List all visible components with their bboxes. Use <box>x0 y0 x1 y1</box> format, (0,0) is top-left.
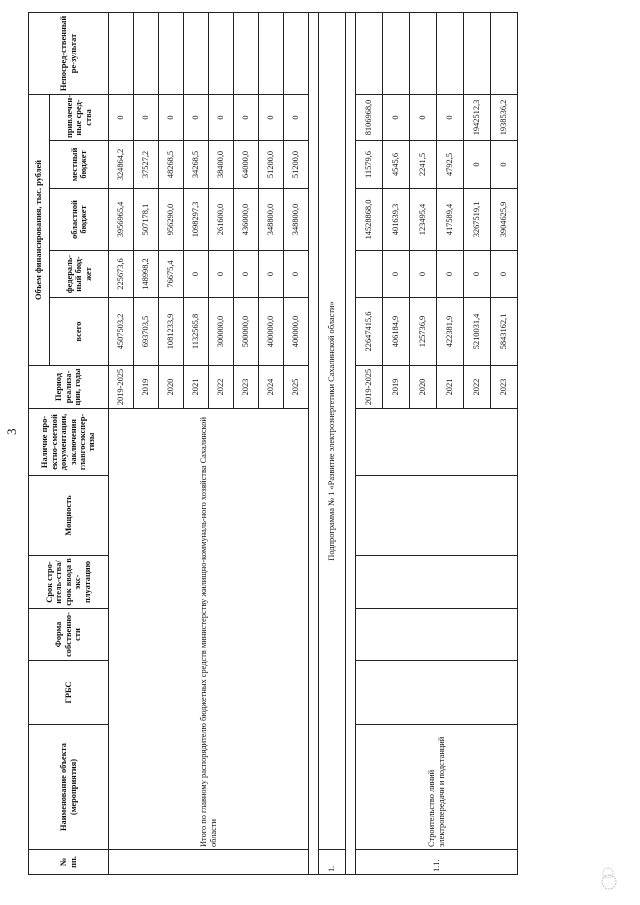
result-cell <box>134 12 159 94</box>
local-cell: 0 <box>491 141 518 189</box>
subprogram-title: Подпрограмма № 1 «Развитие электроэнергетики Сахалинской области» <box>319 12 346 849</box>
header-direct-result: Непосред-ственный ре-зультат <box>29 12 109 94</box>
total-cell: 1132565,8 <box>184 298 209 366</box>
federal-cell: 0 <box>284 251 309 298</box>
result-cell <box>259 12 284 94</box>
period-cell: 2022 <box>209 366 234 409</box>
result-cell <box>410 12 437 94</box>
local-cell: 11579,6 <box>356 141 383 189</box>
period-cell: 2019-2025 <box>109 366 134 409</box>
local-cell: 0 <box>464 141 491 189</box>
local-cell: 4792,5 <box>437 141 464 189</box>
result-cell <box>383 12 410 94</box>
federal-cell: 0 <box>491 251 518 298</box>
header-ownership: Форма собственно-сти <box>29 609 109 661</box>
federal-cell: 0 <box>259 251 284 298</box>
header-period: Период реализа-ции, годы <box>29 366 109 409</box>
object-section <box>346 12 518 874</box>
total-cell: 400000,0 <box>284 298 309 366</box>
header-construction-term: Срок стро-итель-ства/срок ввода в экс-плуатацию <box>29 556 109 609</box>
header-attracted-funds: привлечен-ные сред-ства <box>50 94 109 140</box>
object-row <box>356 12 383 874</box>
period-cell: 2019 <box>383 366 410 409</box>
result-cell <box>437 12 464 94</box>
result-cell <box>464 12 491 94</box>
attracted-cell: 0 <box>134 94 159 140</box>
header-total: всего <box>50 298 109 366</box>
regional-cell: 956290,0 <box>159 189 184 251</box>
total-cell: 4507503,2 <box>109 298 134 366</box>
total-cell: 1081233,9 <box>159 298 184 366</box>
regional-cell: 436000,0 <box>234 189 259 251</box>
header-grbs: ГРБС <box>29 661 109 725</box>
period-cell: 2019 <box>134 366 159 409</box>
federal-cell: 0 <box>464 251 491 298</box>
local-cell: 34268,5 <box>184 141 209 189</box>
header-object-name: Наименование объекта (мероприятия) <box>29 725 109 850</box>
period-cell: 2020 <box>410 366 437 409</box>
object-name: Строительство линий электропередачи и подстанций <box>356 725 518 850</box>
federal-cell: 0 <box>184 251 209 298</box>
regional-cell: 348800,0 <box>259 189 284 251</box>
period-cell: 2021 <box>184 366 209 409</box>
attracted-cell: 0 <box>437 94 464 140</box>
object-number: 1.1. <box>356 850 518 875</box>
header-local-budget: местный бюджет <box>50 141 109 189</box>
federal-cell: 0 <box>234 251 259 298</box>
federal-cell: 76675,4 <box>159 251 184 298</box>
total-cell: 693703,5 <box>134 298 159 366</box>
regional-cell: 417589,4 <box>437 189 464 251</box>
local-cell: 64000,0 <box>234 141 259 189</box>
period-cell: 2023 <box>234 366 259 409</box>
financing-table <box>28 12 518 875</box>
attracted-cell: 1938536,2 <box>491 94 518 140</box>
local-cell: 51200,0 <box>284 141 309 189</box>
page-number: 3 <box>4 428 19 435</box>
total-cell: 400000,0 <box>259 298 284 366</box>
local-cell: 37527,2 <box>134 141 159 189</box>
attracted-cell: 0 <box>109 94 134 140</box>
attracted-cell: 0 <box>410 94 437 140</box>
ownership-cell <box>356 609 518 661</box>
total-cell: 22647415,6 <box>356 298 383 366</box>
attracted-cell: 0 <box>383 94 410 140</box>
regional-cell: 261600,0 <box>209 189 234 251</box>
subprogram-number: 1. <box>319 850 346 875</box>
term-cell <box>356 556 518 609</box>
header-number: № пп. <box>29 850 109 875</box>
header-design-docs: Наличие про-ектно-сметной документации, заключения главгосэкспер-тизы <box>29 409 109 476</box>
grbs-cell <box>356 661 518 725</box>
regional-cell: 3956965,4 <box>109 189 134 251</box>
attracted-cell: 0 <box>159 94 184 140</box>
period-cell: 2025 <box>284 366 309 409</box>
total-cell: 125736,9 <box>410 298 437 366</box>
result-cell <box>356 12 383 94</box>
federal-cell <box>356 251 383 298</box>
local-cell: 51200,0 <box>259 141 284 189</box>
federal-cell: 0 <box>383 251 410 298</box>
result-cell <box>159 12 184 94</box>
result-cell <box>234 12 259 94</box>
regional-cell: 123495,4 <box>410 189 437 251</box>
summary-row <box>109 12 134 874</box>
attracted-cell: 0 <box>184 94 209 140</box>
attracted-cell: 8106968,0 <box>356 94 383 140</box>
local-cell: 48268,5 <box>159 141 184 189</box>
period-cell: 2024 <box>259 366 284 409</box>
result-cell <box>284 12 309 94</box>
header-federal-budget: федераль-ный бюд-жет <box>50 251 109 298</box>
federal-cell: 0 <box>209 251 234 298</box>
summary-section <box>109 12 309 874</box>
period-cell: 2019-2025 <box>356 366 383 409</box>
regional-cell: 3904625,9 <box>491 189 518 251</box>
federal-cell: 148998,2 <box>134 251 159 298</box>
regional-cell: 348800,0 <box>284 189 309 251</box>
result-cell <box>491 12 518 94</box>
federal-cell: 0 <box>437 251 464 298</box>
summary-label: Итого по главному распорядителю бюджетных средств министерству жилищно-коммуналь-ного хозяйства Сахалинской области <box>109 409 309 850</box>
total-cell: 422381,9 <box>437 298 464 366</box>
regional-cell: 3267519,1 <box>464 189 491 251</box>
stamp-mark <box>600 865 618 891</box>
header-funding-volume: Объем финансирования, тыс. рублей <box>29 94 50 365</box>
federal-cell: 0 <box>410 251 437 298</box>
local-cell: 4545,6 <box>383 141 410 189</box>
total-cell: 5210031,4 <box>464 298 491 366</box>
header-capacity: Мощность <box>29 476 109 556</box>
local-cell: 2241,5 <box>410 141 437 189</box>
attracted-cell: 0 <box>259 94 284 140</box>
regional-cell: 14528868,0 <box>356 189 383 251</box>
attracted-cell: 0 <box>209 94 234 140</box>
local-cell: 324864,2 <box>109 141 134 189</box>
attracted-cell: 0 <box>284 94 309 140</box>
local-cell: 38400,0 <box>209 141 234 189</box>
federal-cell: 225673,6 <box>109 251 134 298</box>
period-cell: 2022 <box>464 366 491 409</box>
total-cell: 5843162,1 <box>491 298 518 366</box>
result-cell <box>109 12 134 94</box>
regional-cell: 401639,3 <box>383 189 410 251</box>
period-cell: 2021 <box>437 366 464 409</box>
period-cell: 2023 <box>491 366 518 409</box>
capacity-cell <box>356 476 518 556</box>
attracted-cell: 0 <box>234 94 259 140</box>
docs-cell <box>356 409 518 476</box>
total-cell: 406184,9 <box>383 298 410 366</box>
regional-cell: 507178,1 <box>134 189 159 251</box>
result-cell <box>184 12 209 94</box>
total-cell: 500000,0 <box>234 298 259 366</box>
attracted-cell: 1942512,3 <box>464 94 491 140</box>
total-cell: 300000,0 <box>209 298 234 366</box>
header-regional-budget: областной бюджет <box>50 189 109 251</box>
result-cell <box>209 12 234 94</box>
subprogram-section <box>309 12 346 874</box>
period-cell: 2020 <box>159 366 184 409</box>
regional-cell: 1098297,3 <box>184 189 209 251</box>
summary-number-cell <box>109 850 309 875</box>
